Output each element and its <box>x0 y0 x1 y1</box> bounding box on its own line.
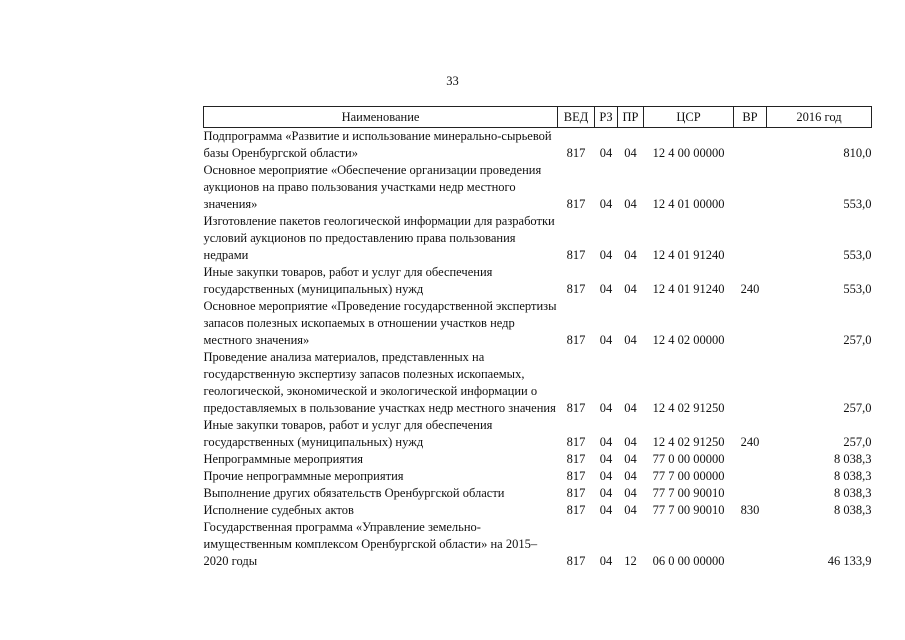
row-vr <box>734 485 767 502</box>
row-csr: 77 7 00 90010 <box>652 486 725 500</box>
header-vr: ВР <box>734 107 767 128</box>
row-csr: 12 4 01 91240 <box>652 282 725 296</box>
row-amount: 257,0 <box>843 333 872 347</box>
row-amount: 46 133,9 <box>827 554 872 568</box>
row-pr: 04 <box>624 248 637 262</box>
row-pr: 04 <box>624 503 637 517</box>
table-row <box>204 519 872 570</box>
row-rz: 04 <box>599 401 613 415</box>
row-ved: 817 <box>566 333 586 347</box>
budget-table <box>203 106 872 570</box>
row-vr: 240 <box>740 435 760 449</box>
row-ved: 817 <box>566 248 586 262</box>
table-body <box>204 128 872 571</box>
page-number: 33 <box>446 74 459 88</box>
row-pr: 04 <box>624 197 637 211</box>
row-vr: 240 <box>740 282 760 296</box>
row-vr <box>734 349 767 417</box>
row-csr: 12 4 02 91250 <box>652 401 725 415</box>
row-name: Государственная программа «Управление земельно-имущественным комплексом Оренбургской области» на 2015–2020 годы <box>203 520 538 568</box>
row-amount: 810,0 <box>843 146 872 160</box>
row-vr <box>734 128 767 163</box>
row-rz: 04 <box>599 452 613 466</box>
table-row <box>204 451 872 468</box>
row-name: Изготовление пакетов геологической информации для разработки условий аукционов по предоставлению права пользования недрами <box>203 214 555 262</box>
row-ved: 817 <box>566 435 586 449</box>
row-csr: 12 4 00 00000 <box>652 146 725 160</box>
table-row <box>204 264 872 298</box>
row-rz: 04 <box>599 469 613 483</box>
row-amount: 8 038,3 <box>834 469 872 483</box>
row-pr: 12 <box>624 554 637 568</box>
header-year: 2016 год <box>767 107 872 128</box>
row-amount: 553,0 <box>843 248 872 262</box>
row-csr: 12 4 02 00000 <box>652 333 725 347</box>
row-amount: 8 038,3 <box>834 486 872 500</box>
row-rz: 04 <box>599 146 613 160</box>
row-vr <box>734 162 767 213</box>
row-name: Проведение анализа материалов, представленных на государственную экспертизу запасов полезных ископаемых, геологической, экономической и экологической информации о предоставляемых в пользование участках недр местного значения <box>203 350 556 415</box>
row-rz: 04 <box>599 503 613 517</box>
row-pr: 04 <box>624 452 637 466</box>
row-amount: 8 038,3 <box>834 452 872 466</box>
row-rz: 04 <box>599 435 613 449</box>
row-rz: 04 <box>599 554 613 568</box>
row-ved: 817 <box>566 282 586 296</box>
row-ved: 817 <box>566 469 586 483</box>
row-ved: 817 <box>566 503 586 517</box>
row-name: Непрограммные мероприятия <box>203 452 364 466</box>
table-row <box>204 298 872 349</box>
row-vr <box>734 519 767 570</box>
header-csr: ЦСР <box>644 107 734 128</box>
table-row <box>204 502 872 519</box>
row-vr <box>734 468 767 485</box>
row-amount: 257,0 <box>843 401 872 415</box>
table-row <box>204 349 872 417</box>
row-name: Прочие непрограммные мероприятия <box>203 469 404 483</box>
row-amount: 553,0 <box>843 197 872 211</box>
row-ved: 817 <box>566 197 586 211</box>
row-pr: 04 <box>624 486 637 500</box>
table-header-row <box>204 107 872 128</box>
row-csr: 77 7 00 90010 <box>652 503 725 517</box>
row-ved: 817 <box>566 486 586 500</box>
row-ved: 817 <box>566 146 586 160</box>
row-pr: 04 <box>624 469 637 483</box>
row-pr: 04 <box>624 333 637 347</box>
row-vr <box>734 213 767 264</box>
row-csr: 12 4 02 91250 <box>652 435 725 449</box>
row-csr: 12 4 01 91240 <box>652 248 725 262</box>
table-row <box>204 417 872 451</box>
header-name: Наименование <box>204 107 558 128</box>
header-rz: РЗ <box>595 107 618 128</box>
table-row <box>204 162 872 213</box>
table-row <box>204 468 872 485</box>
row-csr: 12 4 01 00000 <box>652 197 725 211</box>
table-row <box>204 485 872 502</box>
row-rz: 04 <box>599 282 613 296</box>
row-rz: 04 <box>599 197 613 211</box>
row-vr: 830 <box>740 503 760 517</box>
row-name: Иные закупки товаров, работ и услуг для обеспечения государственных (муниципальных) нужд <box>203 265 493 296</box>
row-ved: 817 <box>566 554 586 568</box>
row-rz: 04 <box>599 248 613 262</box>
table-row <box>204 213 872 264</box>
row-name: Основное мероприятие «Проведение государственной экспертизы запасов полезных ископаемых в отношении участков недр местного значения» <box>203 299 557 347</box>
row-vr <box>734 298 767 349</box>
row-rz: 04 <box>599 486 613 500</box>
row-rz: 04 <box>599 333 613 347</box>
row-ved: 817 <box>566 401 586 415</box>
row-csr: 77 0 00 00000 <box>652 452 725 466</box>
row-name: Исполнение судебных актов <box>203 503 354 517</box>
row-csr: 77 7 00 00000 <box>652 469 725 483</box>
row-csr: 06 0 00 00000 <box>652 554 725 568</box>
row-pr: 04 <box>624 401 637 415</box>
row-ved: 817 <box>566 452 586 466</box>
row-amount: 257,0 <box>843 435 872 449</box>
row-vr <box>734 451 767 468</box>
row-name: Выполнение других обязательств Оренбургской области <box>203 486 505 500</box>
row-pr: 04 <box>624 146 637 160</box>
table-row <box>204 128 872 163</box>
row-name: Подпрограмма «Развитие и использование минерально-сырьевой базы Оренбургской области» <box>203 129 552 160</box>
row-pr: 04 <box>624 282 637 296</box>
row-amount: 8 038,3 <box>834 503 872 517</box>
header-ved: ВЕД <box>558 107 595 128</box>
row-amount: 553,0 <box>843 282 872 296</box>
row-name: Иные закупки товаров, работ и услуг для обеспечения государственных (муниципальных) нужд <box>203 418 493 449</box>
header-pr: ПР <box>618 107 644 128</box>
row-name: Основное мероприятие «Обеспечение организации проведения аукционов на право пользования участками недр местного значения» <box>203 163 542 211</box>
row-pr: 04 <box>624 435 637 449</box>
